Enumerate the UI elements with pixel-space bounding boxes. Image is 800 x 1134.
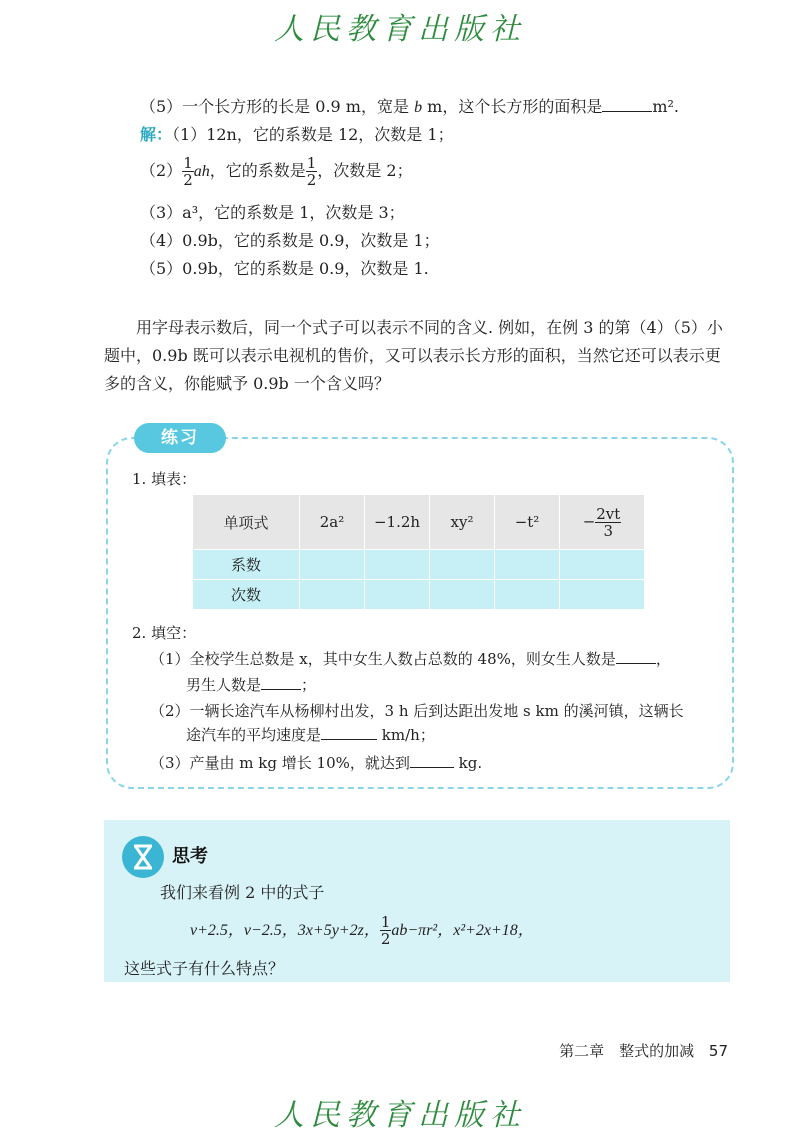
fraction-sign: −	[582, 512, 596, 530]
table-header: −1.2h	[365, 495, 430, 550]
row-label: 次数	[193, 580, 300, 610]
publisher-logo-top: 人民教育出版社	[274, 12, 526, 47]
table-cell[interactable]	[560, 580, 645, 610]
table-cell[interactable]	[365, 550, 430, 580]
expr-part-a: v+2.5，v−2.5，3x+5y+2z，	[190, 922, 380, 939]
table-cell[interactable]	[300, 550, 365, 580]
answer-2-var: ah	[193, 163, 210, 180]
answer-2-mid: ，它的系数是	[209, 161, 306, 180]
explanation-paragraph: 用字母表示数后，同一个式子可以表示不同的含义. 例如，在例 3 的第（4）（5）小题中，0.9b 既可以表示电视机的售价，又可以表示长方形的面积，当然它还可以表示更多的含义，你能赋予 0.9b 一个含义吗？	[104, 318, 723, 393]
q2-3-text-b: kg.	[458, 754, 483, 772]
q2-1-blank-a[interactable]	[616, 649, 656, 664]
practice-q1: 1. 填表：	[132, 470, 197, 488]
fraction-denominator: 2	[380, 930, 391, 948]
table-cell[interactable]	[495, 580, 560, 610]
think-expressions	[190, 910, 534, 951]
fraction-denominator: 2	[183, 171, 193, 189]
table-cell[interactable]	[430, 550, 495, 580]
q2-1-blank-b[interactable]	[261, 675, 301, 690]
question-5-line	[140, 96, 679, 119]
page-footer	[559, 1040, 728, 1061]
table-cell[interactable]	[495, 550, 560, 580]
table-cell[interactable]	[560, 550, 645, 580]
expr-part-b: ab−πr²，x²+2x+18，	[391, 922, 534, 939]
q2-2-line-b	[186, 724, 435, 746]
row-label: 系数	[193, 550, 300, 580]
fraction-denominator: 2	[306, 171, 317, 189]
fill-table	[192, 494, 645, 610]
table-cell[interactable]	[430, 580, 495, 610]
practice-label: 练习	[134, 423, 226, 453]
q2-1-text-a: （1）全校学生总数是 x，其中女生人数占总数的 48%，则女生人数是	[150, 650, 616, 668]
think-line-1: 我们来看例 2 中的式子	[160, 883, 325, 902]
table-cell[interactable]	[300, 580, 365, 610]
table-header: 2a²	[300, 495, 365, 550]
answer-2-suffix: ，次数是 2；	[317, 161, 413, 180]
q2-1-line-b: 男生人数是 ；	[186, 676, 317, 694]
q2-1-text-b: 男生人数是	[186, 676, 262, 694]
solution-label: 解：	[140, 125, 173, 144]
q5-suffix: m，这个长方形的面积是	[422, 97, 603, 116]
table-header-row	[193, 495, 645, 550]
hourglass-icon	[122, 836, 164, 878]
q5-blank[interactable]	[602, 97, 652, 112]
q2-3-blank[interactable]	[410, 753, 454, 768]
answer-line-2	[140, 152, 413, 191]
table-header: −t²	[495, 495, 560, 550]
fraction-numerator: 1	[183, 154, 193, 172]
fraction-numerator: 1	[380, 913, 391, 931]
table-row	[193, 580, 645, 610]
fraction-numerator: 2vt	[596, 504, 621, 523]
table-header-fraction	[560, 495, 645, 550]
answer-1-text: （1）12n，它的系数是 12，次数是 1；	[172, 125, 454, 144]
practice-q2: 2. 填空：	[132, 624, 197, 642]
fraction-half-3	[380, 914, 392, 947]
q2-3-text-a: （3）产量由 m kg 增长 10%，就达到	[150, 754, 410, 772]
publisher-logo-bottom: 人民教育出版社	[274, 1098, 526, 1133]
fill-table-wrap	[192, 494, 645, 610]
q5-unit: m².	[652, 97, 680, 116]
q5-var: b	[414, 99, 423, 116]
page-number: 57	[708, 1042, 728, 1060]
answer-line-3: （3）a³，它的系数是 1，次数是 3；	[140, 203, 405, 222]
q5-prefix: （5）一个长方形的长是 0.9 m，宽是	[140, 97, 409, 116]
answer-2-prefix: （2）	[140, 161, 183, 180]
q2-2-blank[interactable]	[321, 725, 377, 740]
fraction-2vt-3	[595, 506, 621, 539]
fraction-denominator: 3	[603, 521, 614, 540]
think-title: 思考	[172, 846, 208, 867]
think-line-3: 这些式子有什么特点？	[124, 959, 285, 978]
fraction-numerator: 1	[306, 154, 317, 172]
q2-2-unit: km/h；	[381, 726, 435, 744]
answer-line-4: （4）0.9b，它的系数是 0.9，次数是 1；	[140, 231, 440, 250]
table-cell[interactable]	[365, 580, 430, 610]
table-row	[193, 550, 645, 580]
q2-2-line-a: （2）一辆长途汽车从杨柳村出发，3 h 后到达距出发地 s km 的溪河镇，这辆长	[150, 702, 684, 720]
q2-2-text-b: 途汽车的平均速度是	[186, 726, 322, 744]
chapter-title: 第二章 整式的加减	[559, 1042, 695, 1060]
table-header: 单项式	[193, 495, 300, 550]
table-header: xy²	[430, 495, 495, 550]
fraction-half-1	[182, 155, 194, 188]
answer-line-1	[140, 124, 454, 146]
fraction-half-2	[306, 155, 318, 188]
answer-line-5: （5）0.9b，它的系数是 0.9，次数是 1.	[140, 259, 429, 278]
q2-1-line-a: （1）全校学生总数是 x，其中女生人数占总数的 48%，则女生人数是 ，	[150, 650, 671, 668]
q2-3-line	[150, 752, 482, 774]
hourglass-svg	[122, 836, 164, 878]
